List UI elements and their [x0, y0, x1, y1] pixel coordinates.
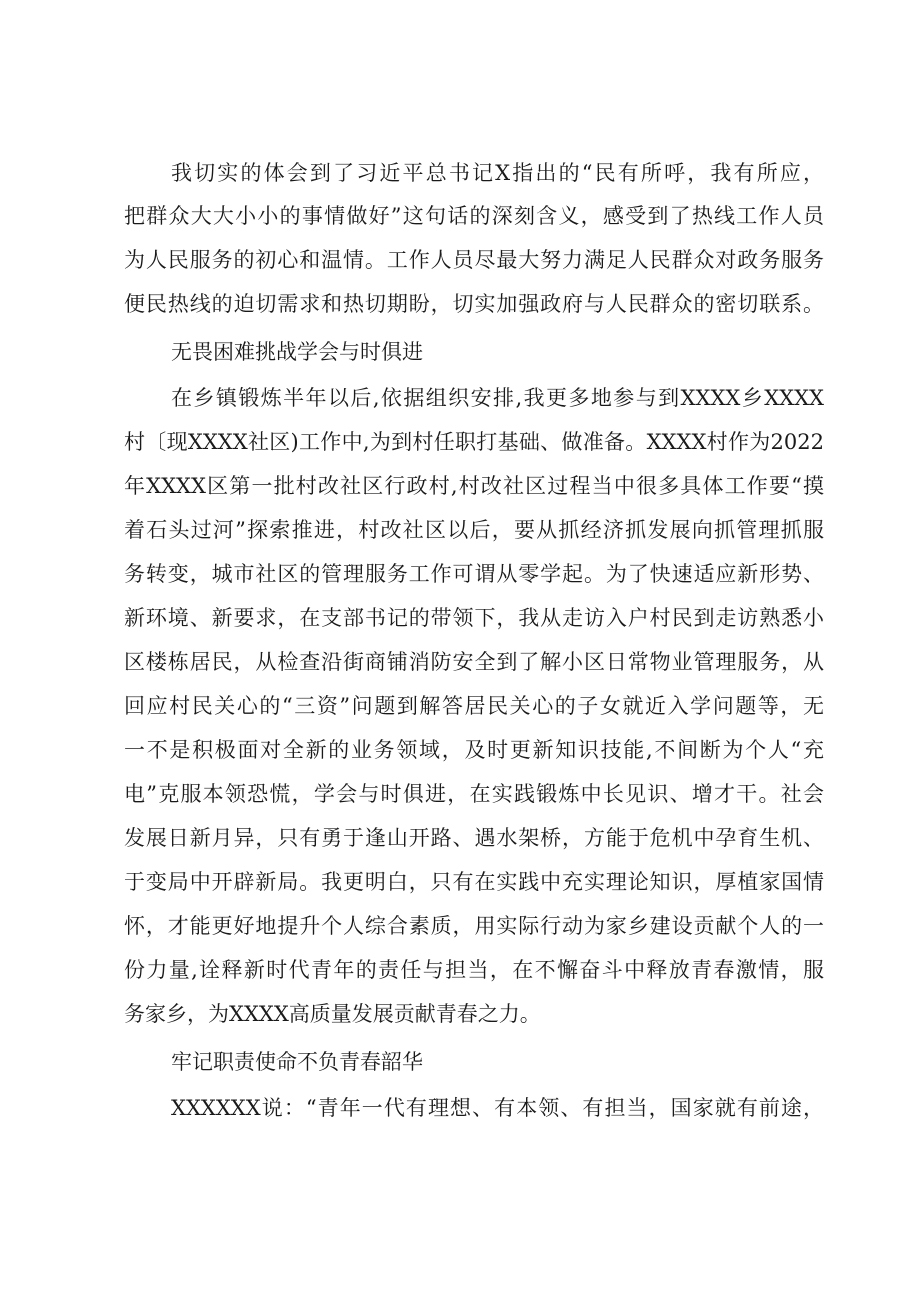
paragraph-line: 着石头过河”探索推进，村改社区以后，要从抓经济抓发展向抓管理抓服 — [124, 518, 824, 542]
paragraph-line: 区楼栋居民，从检查沿街商铺消防安全到了解小区日常物业管理服务，从 — [124, 650, 824, 674]
paragraph-line: 新环境、新要求，在支部书记的带领下，我从走访入户村民到走访熟悉小 — [124, 606, 824, 630]
section-heading: 无畏困难挑战学会与时俱进 — [171, 340, 423, 364]
paragraph-line: 回应村民关心的“三资”问题到解答居民关心的子女就近入学问题等，无 — [124, 694, 824, 718]
paragraph-line: XXXXXX说：“青年一代有理想、有本领、有担当，国家就有前途， — [171, 1096, 824, 1120]
section-heading: 牢记职责使命不负青春韶华 — [171, 1050, 423, 1074]
paragraph-line: 务家乡，为XXXX高质量发展贡献青春之力。 — [124, 1002, 541, 1026]
paragraph-line: 村〔现XXXX社区)工作中,为到村任职打基础、做准备。XXXX村作为2022 — [124, 430, 824, 454]
paragraph-line: 便民热线的迫切需求和热切期盼，切实加强政府与人民群众的密切联系。 — [124, 292, 824, 316]
paragraph-line: 份力量,诠释新时代青年的责任与担当，在不懈奋斗中释放青春激情，服 — [124, 958, 824, 982]
paragraph-line: 在乡镇锻炼半年以后,依据组织安排,我更多地参与到XXXX乡XXXX — [171, 386, 824, 410]
paragraph-line: 年XXXX区第一批村改社区行政村,村改社区过程当中很多具体工作要“摸 — [124, 474, 824, 498]
paragraph-line: 为人民服务的初心和温情。工作人员尽最大努力满足人民群众对政务服务 — [124, 248, 824, 272]
paragraph-line: 把群众大大小小的事情做好”这句话的深刻含义，感受到了热线工作人员 — [124, 204, 824, 228]
paragraph-line: 务转变，城市社区的管理服务工作可谓从零学起。为了快速适应新形势、 — [124, 562, 824, 586]
paragraph-line: 电”克服本领恐慌，学会与时俱进，在实践锻炼中长见识、增才干。社会 — [124, 782, 824, 806]
paragraph-line: 我切实的体会到了习近平总书记X指出的“民有所呼，我有所应， — [171, 161, 824, 185]
paragraph-line: 发展日新月异，只有勇于逢山开路、遇水架桥，方能于危机中孕育生机、 — [124, 826, 824, 850]
paragraph-line: 怀，才能更好地提升个人综合素质，用实际行动为家乡建设贡献个人的一 — [124, 914, 824, 938]
paragraph-line: 于变局中开辟新局。我更明白，只有在实践中充实理论知识，厚植家国情 — [124, 870, 824, 894]
paragraph-line: 一不是积极面对全新的业务领域，及时更新知识技能,不间断为个人“充 — [124, 738, 824, 762]
